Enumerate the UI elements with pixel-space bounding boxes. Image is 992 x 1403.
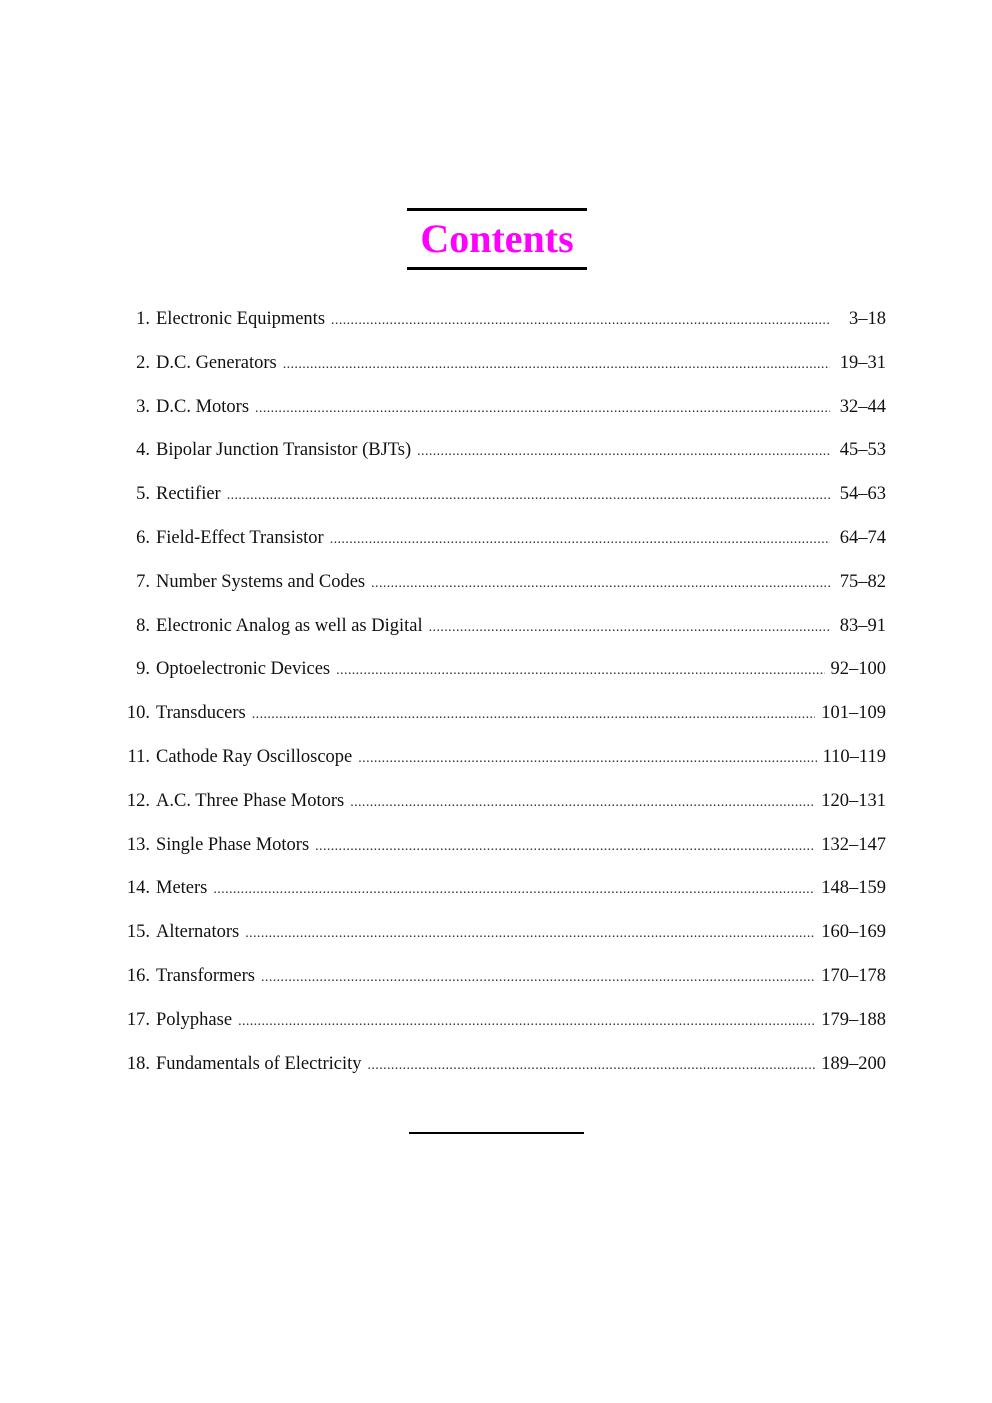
toc-entry[interactable] [106, 871, 886, 915]
toc-entry[interactable] [106, 1047, 886, 1091]
dot-leader [252, 698, 815, 732]
page-range: 101–109 [821, 703, 886, 724]
chapter-title: Polyphase [156, 1009, 233, 1030]
page-range: 189–200 [821, 1053, 886, 1074]
dot-leader [227, 479, 830, 513]
dot-leader [371, 567, 830, 601]
toc-entry[interactable] [106, 652, 886, 696]
chapter-title: Rectifier [156, 484, 221, 505]
chapter-number: 13. [126, 834, 150, 855]
chapter-number: 5. [136, 484, 150, 505]
chapter-title: Alternators [156, 922, 240, 943]
toc-entry[interactable] [106, 433, 886, 477]
toc-entry[interactable] [106, 390, 886, 434]
chapter-number: 9. [136, 659, 150, 680]
page-range: 179–188 [821, 1009, 886, 1030]
dot-leader [417, 435, 830, 469]
chapter-title: Electronic Equipments [156, 309, 326, 329]
dot-leader [255, 392, 830, 426]
page-range: 54–63 [839, 484, 886, 505]
chapter-number: 14. [126, 878, 150, 899]
chapter-number: 15. [126, 922, 150, 943]
chapter-number: 2. [136, 352, 150, 373]
chapter-title: Meters [156, 878, 208, 899]
chapter-number: 10. [126, 703, 150, 724]
chapter-number: 4. [136, 440, 150, 461]
page-range: 132–147 [821, 834, 886, 855]
chapter-title: A.C. Three Phase Motors [156, 790, 345, 811]
toc-entry[interactable] [106, 740, 886, 784]
dot-leader [213, 873, 815, 907]
dot-leader [336, 654, 824, 688]
chapter-number: 1. [136, 309, 150, 329]
chapter-title: Number Systems and Codes [156, 571, 366, 592]
toc-entry[interactable] [106, 784, 886, 828]
dot-leader [245, 917, 815, 951]
page-range: 19–31 [839, 352, 886, 373]
dot-leader [368, 1049, 816, 1083]
page-range: 45–53 [839, 440, 886, 461]
dot-leader [358, 742, 816, 776]
page-range: 83–91 [839, 615, 886, 636]
chapter-title: Bipolar Junction Transistor (BJTs) [156, 440, 412, 461]
page-range: 110–119 [822, 746, 886, 767]
chapter-title: Transducers [156, 703, 246, 724]
dot-leader [315, 830, 815, 864]
page-range: 160–169 [821, 922, 886, 943]
page-title: Contents [420, 216, 574, 261]
page-range: 92–100 [830, 659, 886, 680]
chapter-number: 7. [136, 571, 150, 592]
page-range: 3–18 [849, 309, 886, 329]
contents-heading [407, 208, 587, 270]
dot-leader [238, 1005, 815, 1039]
dot-leader [429, 611, 830, 645]
toc-entry[interactable] [106, 959, 886, 1003]
heading-rule-top [407, 208, 587, 211]
chapter-title: D.C. Motors [156, 396, 250, 417]
table-of-contents [106, 302, 886, 1090]
page-range: 148–159 [821, 878, 886, 899]
heading-rule-bottom [407, 267, 587, 270]
page-range: 75–82 [839, 571, 886, 592]
chapter-number: 16. [126, 965, 150, 986]
toc-entry[interactable] [106, 302, 886, 346]
chapter-number: 3. [136, 396, 150, 417]
toc-entry[interactable] [106, 609, 886, 653]
page-range: 120–131 [821, 790, 886, 811]
page-range: 170–178 [821, 965, 886, 986]
toc-entry[interactable] [106, 696, 886, 740]
chapter-title: D.C. Generators [156, 352, 277, 373]
toc-entry[interactable] [106, 477, 886, 521]
dot-leader [331, 304, 830, 338]
chapter-number: 18. [126, 1053, 150, 1074]
toc-entry[interactable] [106, 1003, 886, 1047]
page-range: 64–74 [839, 527, 886, 548]
chapter-title: Single Phase Motors [156, 834, 310, 855]
chapter-title: Optoelectronic Devices [156, 659, 331, 680]
dot-leader [261, 961, 815, 995]
chapter-number: 12. [126, 790, 150, 811]
chapter-title: Fundamentals of Electricity [156, 1053, 362, 1074]
chapter-title: Electronic Analog as well as Digital [156, 615, 423, 636]
toc-entry[interactable] [106, 828, 886, 872]
end-rule [409, 1132, 584, 1134]
toc-entry[interactable] [106, 346, 886, 390]
toc-entry[interactable] [106, 565, 886, 609]
chapter-title: Field-Effect Transistor [156, 527, 324, 548]
chapter-number: 8. [136, 615, 150, 636]
chapter-title: Transformers [156, 965, 256, 986]
chapter-number: 6. [136, 527, 150, 548]
toc-entry[interactable] [106, 915, 886, 959]
dot-leader [330, 523, 830, 557]
chapter-number: 17. [126, 1009, 150, 1030]
dot-leader [283, 348, 830, 382]
chapter-title: Cathode Ray Oscilloscope [156, 746, 353, 767]
toc-entry[interactable] [106, 521, 886, 565]
page-range: 32–44 [839, 396, 886, 417]
dot-leader [350, 786, 815, 820]
chapter-number: 11. [127, 746, 150, 767]
